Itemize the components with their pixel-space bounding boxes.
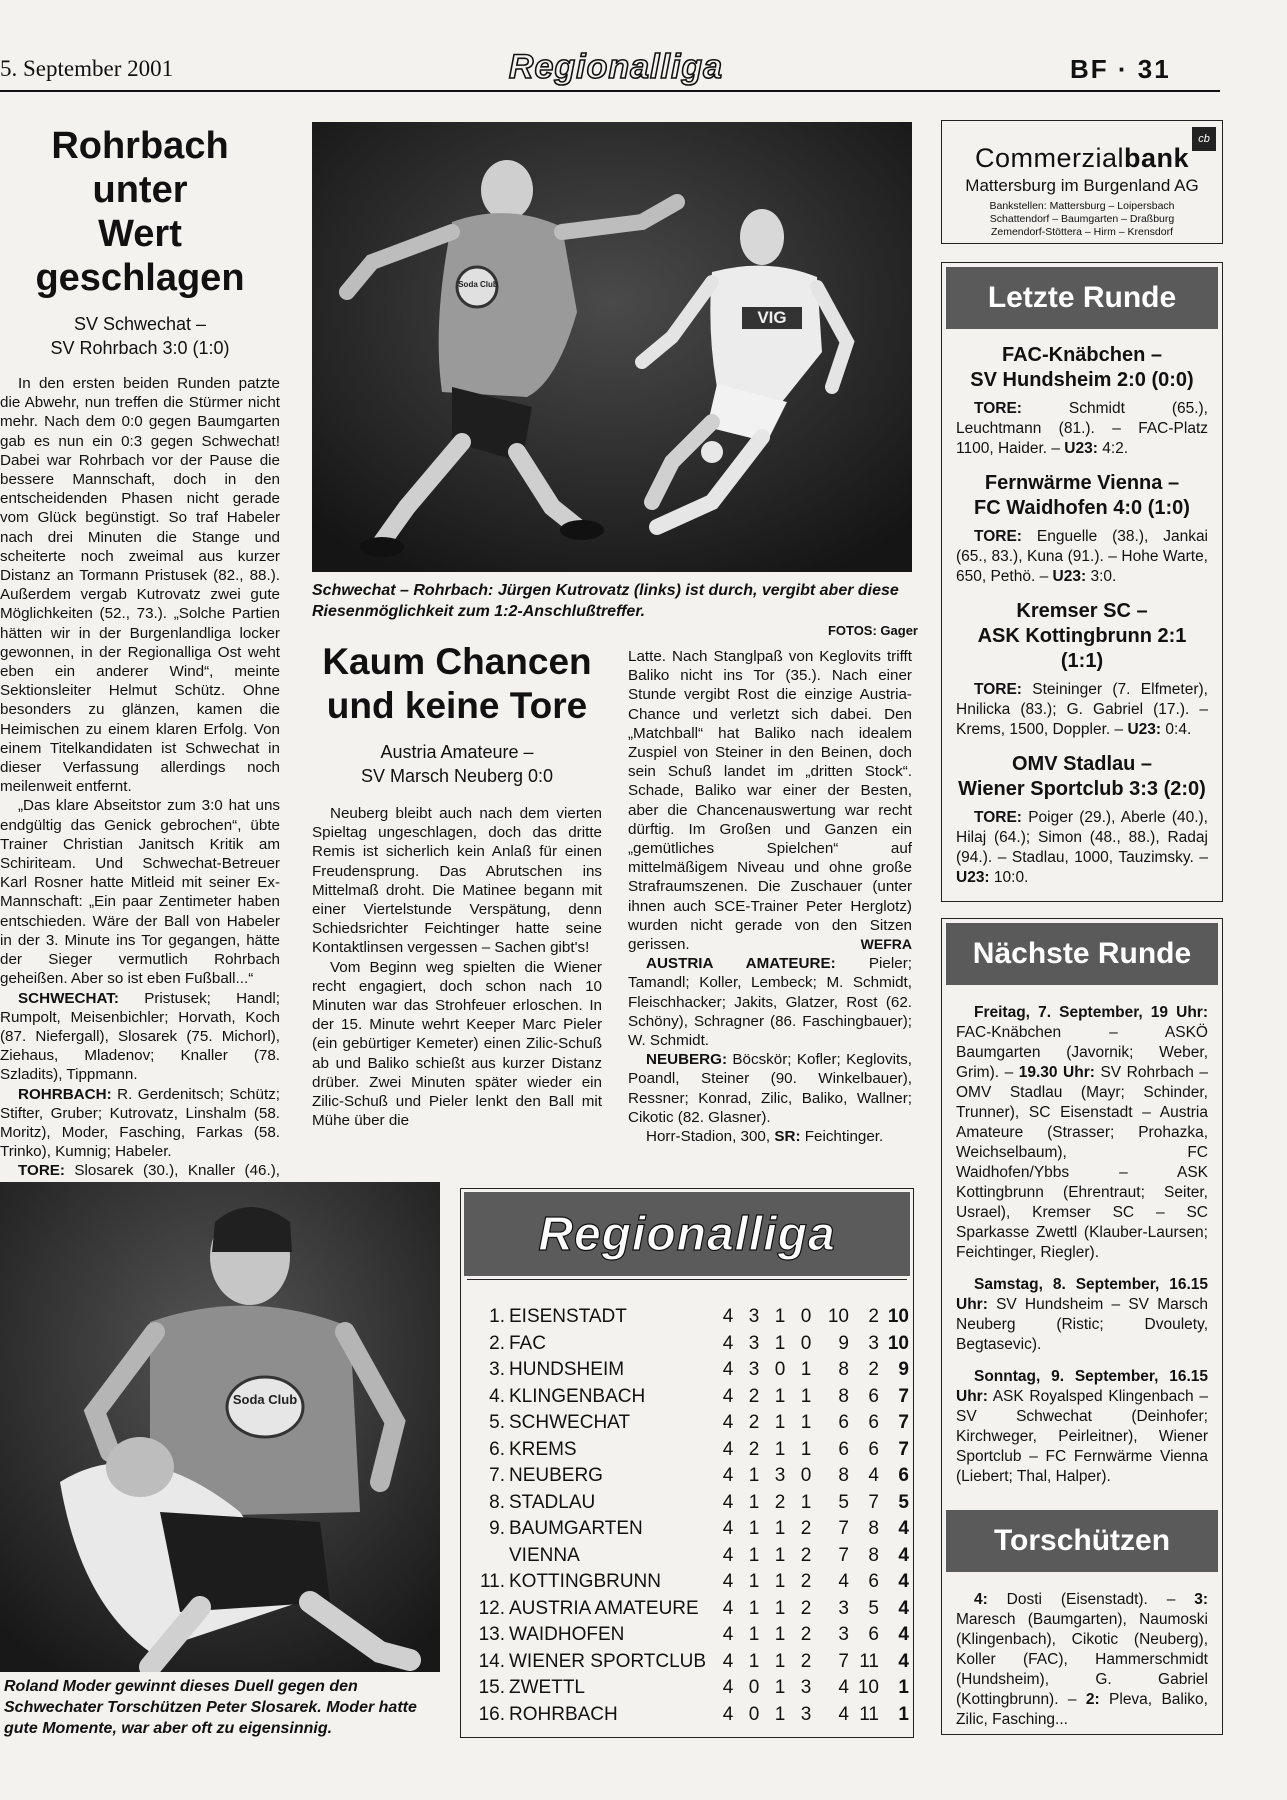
standings-points: 6 bbox=[898, 1465, 909, 1487]
standings-goals-for: 6 bbox=[838, 1412, 849, 1434]
second-headline-line-2: und keine Tore bbox=[326, 685, 588, 726]
standings-played: 4 bbox=[722, 1306, 734, 1328]
main-match-result bbox=[0, 312, 280, 360]
standings-team: FAC bbox=[509, 1332, 546, 1354]
standings-goals-against: 2 bbox=[868, 1306, 879, 1328]
standings-row bbox=[471, 1304, 909, 1331]
result-details: TORE: Steininger (7. Elfmeter), Hnilicka (83.); G. Gabriel (17.). – Krems, 1500, Doppler. – U23: 0:4. bbox=[956, 681, 1208, 738]
standings-team: WAIDHOFEN bbox=[509, 1624, 625, 1646]
standings-row bbox=[471, 1543, 909, 1570]
result-title: Kremser SC – ASK Kottingbrunn 2:1 (1:1) bbox=[977, 600, 1187, 672]
standings-wins: 1 bbox=[748, 1544, 760, 1566]
standings-wins: 1 bbox=[748, 1518, 760, 1540]
standings-draws: 1 bbox=[774, 1544, 786, 1566]
standings-goals-against: 6 bbox=[868, 1438, 879, 1460]
main-article bbox=[0, 124, 280, 1219]
standings-points: 4 bbox=[898, 1597, 909, 1619]
section-title: Regionalliga bbox=[508, 48, 724, 86]
result-game bbox=[956, 343, 1208, 459]
photo-moder bbox=[0, 1182, 440, 1672]
standings-pos: 14. bbox=[478, 1650, 505, 1672]
main-headline-line-2: Wert geschlagen bbox=[35, 213, 245, 299]
standings-points: 4 bbox=[898, 1571, 909, 1593]
naechste-runde-saturday: Samstag, 8. September, 16.15 Uhr: SV Hundsheim – SV Marsch Neuberg (Ristic; Dvoulety, Begtasevic). bbox=[956, 1276, 1209, 1353]
photo-moder-caption: Roland Moder gewinnt dieses Duell gegen den Schwechater Torschützen Peter Slosarek. Moder hatte gute Momente, war aber oft zu eigensinnig. bbox=[4, 1678, 417, 1737]
standings-goals-for: 9 bbox=[838, 1332, 849, 1354]
standings-draws: 1 bbox=[774, 1597, 786, 1619]
standings-losses: 2 bbox=[800, 1518, 812, 1540]
standings-goals-for: 8 bbox=[838, 1359, 849, 1381]
second-paragraph-1: Neuberg bleibt auch nach dem vierten Spieltag ungeschlagen, doch das dritte Remis ist sicherlich kein Anlaß für einen Freudensprung. Das Abrutschen ins Mittelmaß droht. Die Matinee begann mit einer Viertelstunde Verspätung, denn Schiedsrichter Feichtinger hatte seine Kontaktlinsen vergessen – Sachen gibt's! bbox=[312, 805, 602, 957]
standings-team: KREMS bbox=[509, 1438, 577, 1460]
result-details: TORE: Schmidt (65.), Leuchtmann (81.). – FAC-Platz 1100, Haider. – U23: 4:2. bbox=[956, 400, 1208, 457]
standings-losses: 1 bbox=[800, 1412, 812, 1434]
standings-draws: 1 bbox=[774, 1412, 786, 1434]
standings-team: BAUMGARTEN bbox=[509, 1518, 643, 1540]
second-headline bbox=[312, 640, 602, 728]
standings-played: 4 bbox=[722, 1438, 734, 1460]
standings-pos: 16. bbox=[478, 1703, 505, 1725]
standings-points: 4 bbox=[898, 1650, 909, 1672]
standings-wins: 2 bbox=[748, 1385, 760, 1407]
standings-goals-against: 2 bbox=[868, 1359, 879, 1381]
standings-goals-for: 3 bbox=[838, 1597, 849, 1619]
bank-logo-icon: cb bbox=[1192, 127, 1216, 151]
standings-played: 4 bbox=[722, 1518, 734, 1540]
standings-team: WIENER SPORTCLUB bbox=[509, 1650, 707, 1672]
jersey-text-left: Soda Club bbox=[458, 280, 498, 289]
standings-points: 1 bbox=[898, 1677, 909, 1699]
standings-goals-against: 7 bbox=[868, 1491, 879, 1513]
main-headline bbox=[0, 124, 280, 300]
standings-points: 4 bbox=[898, 1624, 909, 1646]
standings-points: 4 bbox=[898, 1544, 909, 1566]
standings-played: 4 bbox=[722, 1412, 734, 1434]
standings-pos: 6. bbox=[489, 1438, 505, 1460]
standings-losses: 2 bbox=[800, 1624, 812, 1646]
second-article-col2 bbox=[628, 647, 912, 1146]
standings-draws: 1 bbox=[774, 1518, 786, 1540]
issue-date: 5. September 2001 bbox=[0, 56, 174, 81]
standings-points: 7 bbox=[898, 1385, 909, 1407]
standings-draws: 1 bbox=[774, 1385, 786, 1407]
standings-draws: 1 bbox=[774, 1571, 786, 1593]
standings-played: 4 bbox=[722, 1650, 734, 1672]
ad-commerzialbank bbox=[941, 120, 1223, 244]
standings-pos: 4. bbox=[489, 1385, 505, 1407]
standings-header bbox=[461, 1189, 913, 1279]
bank-subtitle: Mattersburg im Burgenland AG bbox=[965, 176, 1199, 195]
standings-goals-against: 5 bbox=[868, 1597, 879, 1619]
standings-goals-against: 6 bbox=[868, 1571, 879, 1593]
standings-goals-for: 10 bbox=[827, 1306, 849, 1328]
standings-pos: 8. bbox=[489, 1491, 505, 1513]
standings-wins: 2 bbox=[748, 1412, 760, 1434]
naechste-runde-friday: Freitag, 7. September, 19 Uhr: FAC-Knäbchen – ASKÖ Baumgarten (Javornik; Weber, Grim). – 19.30 Uhr: SV Rohrbach – OMV Stadlau (Mayr; Schinder, Trunner), SC Eisenstadt – Austria Amateure (Strasser; Prohazka, Weichselbaum), FC Waidhofen/Ybbs – ASK Kottingbrunn (Ehrentraut; Seiter, Usrael), Kremser SC – SC Sparkasse Zwettl (Klauber-Laursen; Feichtinger, Riegler). bbox=[956, 1004, 1208, 1261]
result-game bbox=[956, 599, 1208, 740]
standings-played: 4 bbox=[722, 1385, 734, 1407]
standings-goals-against: 6 bbox=[868, 1412, 879, 1434]
photo-kutrovatz-image bbox=[312, 122, 912, 572]
standings-row bbox=[471, 1331, 909, 1358]
standings-losses: 2 bbox=[800, 1544, 812, 1566]
second-match-line-1: Austria Amateure – bbox=[380, 742, 534, 762]
standings-pos: 3. bbox=[489, 1359, 505, 1381]
result-details: TORE: Poiger (29.), Aberle (40.), Hilaj (64.); Simon (48., 88.), Radaj (94.). – Stadlau, 1000, Tauzimsky. – U23: 10:0. bbox=[956, 809, 1208, 886]
header-rule bbox=[0, 90, 1220, 92]
standings-played: 4 bbox=[722, 1359, 734, 1381]
standings-draws: 1 bbox=[774, 1332, 786, 1354]
standings-draws: 1 bbox=[774, 1306, 786, 1328]
standings-losses: 2 bbox=[800, 1650, 812, 1672]
standings-losses: 1 bbox=[800, 1359, 812, 1381]
standings-row bbox=[471, 1569, 909, 1596]
standings-row bbox=[471, 1463, 909, 1490]
standings-row bbox=[471, 1649, 909, 1676]
standings-draws: 1 bbox=[774, 1624, 786, 1646]
standings-goals-against: 10 bbox=[857, 1677, 879, 1699]
torschuetzen-header: Torschützen bbox=[946, 1510, 1218, 1572]
standings-goals-for: 8 bbox=[838, 1465, 849, 1487]
main-goals: TORE: Slosarek (30.), Knaller (46.), bbox=[18, 1162, 280, 1180]
standings-row bbox=[471, 1596, 909, 1623]
standings-row bbox=[471, 1675, 909, 1702]
standings-row bbox=[471, 1384, 909, 1411]
standings-points: 10 bbox=[887, 1332, 909, 1354]
result-details: TORE: Enguelle (38.), Jankai (65., 83.), Kuna (91.). – Hohe Warte, 650, Pethö. – U23: 3:0. bbox=[956, 528, 1209, 585]
photo-credit: FOTOS: Gager bbox=[827, 623, 918, 638]
result-game bbox=[956, 752, 1208, 888]
standings-team: ROHRBACH bbox=[509, 1703, 618, 1725]
second-match-result bbox=[312, 740, 602, 788]
main-match-line-1: SV Schwechat – bbox=[73, 314, 207, 334]
standings-wins: 1 bbox=[748, 1571, 760, 1593]
standings-team: NEUBERG bbox=[509, 1465, 603, 1487]
standings-row bbox=[471, 1516, 909, 1543]
standings-losses: 0 bbox=[800, 1332, 812, 1354]
standings-points: 1 bbox=[898, 1703, 909, 1725]
second-headline-line-1: Kaum Chancen bbox=[322, 641, 592, 682]
standings-goals-against: 6 bbox=[868, 1624, 879, 1646]
standings-team: AUSTRIA AMATEURE bbox=[509, 1597, 699, 1619]
standings-row bbox=[471, 1410, 909, 1437]
standings-losses: 3 bbox=[800, 1703, 812, 1725]
standings-team: HUNDSHEIM bbox=[509, 1359, 625, 1381]
standings-draws: 1 bbox=[774, 1438, 786, 1460]
standings-points: 10 bbox=[887, 1306, 909, 1328]
standings-pos: 13. bbox=[478, 1624, 505, 1646]
standings-goals-for: 7 bbox=[838, 1518, 849, 1540]
standings-wins: 1 bbox=[748, 1491, 760, 1513]
standings-pos: 2. bbox=[489, 1332, 505, 1354]
standings-goals-for: 5 bbox=[838, 1491, 849, 1513]
bank-branches: Bankstellen: Mattersburg – Loipersbach Schattendorf – Baumgarten – Draßburg Zemendorf-Stöttera – Hirm – Krensdorf bbox=[989, 200, 1175, 238]
standings-wins: 1 bbox=[748, 1597, 760, 1619]
standings-played: 4 bbox=[722, 1465, 734, 1487]
standings-pos bbox=[471, 1543, 505, 1570]
standings-losses: 1 bbox=[800, 1385, 812, 1407]
torschuetzen-list: 4: Dosti (Eisenstadt). – 3: Maresch (Baumgarten), Naumoski (Klingenbach), Cikotic (Neuberg), Koller (FAC), Hammerschmidt (Hundsheim), G. Gabriel (Kottingbrunn). – 2: Pleva, Baliko, Zilic, Fasching... bbox=[956, 1591, 1209, 1728]
bank-name: Commerzialbank bbox=[974, 143, 1190, 173]
letzte-runde-header: Letzte Runde bbox=[946, 267, 1218, 329]
standings-wins: 1 bbox=[748, 1465, 760, 1487]
standings-losses: 3 bbox=[800, 1677, 812, 1699]
standings-points: 4 bbox=[898, 1518, 909, 1540]
standings-goals-for: 4 bbox=[838, 1703, 849, 1725]
standings-losses: 2 bbox=[800, 1597, 812, 1619]
standings-team: SCHWECHAT bbox=[509, 1412, 631, 1434]
standings-goals-against: 4 bbox=[868, 1465, 879, 1487]
standings-goals-for: 4 bbox=[838, 1571, 849, 1593]
standings-pos: 1. bbox=[489, 1306, 505, 1328]
standings-goals-against: 6 bbox=[868, 1385, 879, 1407]
standings-wins: 3 bbox=[748, 1332, 760, 1354]
standings-goals-for: 7 bbox=[838, 1544, 849, 1566]
result-title: Fernwärme Vienna – FC Waidhofen 4:0 (1:0) bbox=[974, 472, 1190, 519]
main-paragraph-2: „Das klare Abseitstor zum 3:0 hat uns endgültig das Genick gebrochen“, übte Trainer Christian Janitsch Kritik am Schiriteam. Und Schwechat-Betreuer Karl Rosner hatte Mitleid mit seiner Ex-Mannschaft: „Ein paar Zentimeter haben entschieden. Wäre der Ball von Habeler in der 3. Minute ins Tor gegangen, hätte der Sieger vermutlich Rohrbach geheißen. Aber so ist eben Fußball...“ bbox=[0, 797, 280, 988]
result-title: FAC-Knäbchen – SV Hundsheim 2:0 (0:0) bbox=[970, 344, 1194, 391]
standings-goals-against: 11 bbox=[859, 1650, 879, 1672]
main-paragraph-1: In den ersten beiden Runden patzte die Abwehr, nun treffen die Stürmer nicht mehr. Nach dem 0:0 gegen Baumgarten gab es nun ein 0:3 gegen Schwechat! Dabei war Rohrbach vor der Pause die bessere Mannschaft, doch in den entscheidenden Phasen nicht gerade vom Glück begünstigt. So traf Habeler nach drei Minuten die Stange und scheiterte noch zweimal aus kurzer Distanz an Tormann Pristusek (82., 88.). Außerdem vergab Kutrovatz zwei gute Möglichkeiten (52., 73.). „Solche Partien hätten wir in der Burgenlandliga locker gewonnen, in der Regionalliga Ost weht eben ein anderer Wind“, meinte Sektionsleiter Helmut Schütz. Ohne besonders zu glänzen, kamen die Heimischen zu einem klaren Erfolg. Von einem Titelkandidaten ist Schwechat in dieser Verfassung allerdings noch meilenweit entfernt. bbox=[0, 375, 280, 796]
naechste-runde-box bbox=[941, 918, 1223, 1498]
standings-row bbox=[471, 1490, 909, 1517]
standings-draws: 1 bbox=[774, 1703, 786, 1725]
second-lineup-austria: AUSTRIA AMATEURE: Pieler; Tamandl; Koller, Lembeck; M. Schmidt, Fleischhacker; Jakits, Glatzer, Rost (62. Schöny), Schragner (86. Faschingbauer); W. Schmidt. bbox=[628, 955, 912, 1050]
standings-box bbox=[460, 1188, 914, 1738]
standings-row bbox=[471, 1622, 909, 1649]
standings-played: 4 bbox=[722, 1677, 734, 1699]
standings-draws: 3 bbox=[774, 1465, 786, 1487]
standings-row bbox=[471, 1357, 909, 1384]
standings-goals-against: 8 bbox=[868, 1518, 879, 1540]
standings-pos: 11. bbox=[479, 1571, 505, 1593]
standings-title: Regionalliga bbox=[538, 1207, 836, 1261]
main-headline-line-1: Rohrbach unter bbox=[51, 125, 229, 211]
standings-played: 4 bbox=[722, 1491, 734, 1513]
standings-team: ZWETTL bbox=[509, 1677, 585, 1699]
standings-team: STADLAU bbox=[509, 1491, 596, 1513]
standings-draws: 1 bbox=[774, 1650, 786, 1672]
standings-wins: 1 bbox=[748, 1650, 760, 1672]
standings-points: 7 bbox=[898, 1438, 909, 1460]
standings-played: 4 bbox=[722, 1571, 734, 1593]
standings-table bbox=[471, 1304, 909, 1728]
caption-text: Schwechat – Rohrbach: Jürgen Kutrovatz (links) ist durch, vergibt aber diese Riesenmöglichkeit zum 1:2-Anschlußtreffer. bbox=[312, 582, 899, 620]
standings-draws: 0 bbox=[774, 1359, 786, 1381]
standings-played: 4 bbox=[722, 1597, 734, 1619]
main-match-line-2: SV Rohrbach 3:0 (1:0) bbox=[50, 338, 230, 358]
standings-losses: 1 bbox=[800, 1438, 812, 1460]
standings-losses: 0 bbox=[800, 1465, 812, 1487]
standings-pos: 12. bbox=[478, 1597, 505, 1619]
standings-row bbox=[471, 1437, 909, 1464]
standings-row bbox=[471, 1702, 909, 1729]
jersey-text-bottom: Soda Club bbox=[232, 1392, 298, 1407]
page-number: BF · 31 bbox=[1070, 54, 1171, 84]
standings-pos: 15. bbox=[478, 1677, 505, 1699]
standings-losses: 0 bbox=[800, 1306, 812, 1328]
standings-goals-for: 4 bbox=[838, 1677, 849, 1699]
naechste-runde-sunday: Sonntag, 9. September, 16.15 Uhr: ASK Royalsped Klingenbach – SV Schwechat (Deinhofer; Kirchweger, Peirleitner), Wiener Sportclub – FC Fernwärme Vienna (Liebert; Thal, Halper). bbox=[956, 1368, 1208, 1485]
standings-wins: 0 bbox=[748, 1703, 760, 1725]
standings-team: VIENNA bbox=[509, 1544, 580, 1566]
standings-wins: 1 bbox=[748, 1624, 760, 1646]
torschuetzen-box bbox=[941, 1496, 1223, 1735]
main-lineup-rohrbach: ROHRBACH: R. Gerdenitsch; Schütz; Stifter, Gruber; Kutrovatz, Linshalm (58. Moritz), Moder, Fasching, Farkas (58. Trinko), Kumnig; Habeler. bbox=[0, 1085, 280, 1161]
standings-draws: 2 bbox=[774, 1491, 786, 1513]
standings-played: 4 bbox=[722, 1332, 734, 1354]
letzte-runde-box bbox=[941, 262, 1223, 902]
second-match-line-2: SV Marsch Neuberg 0:0 bbox=[360, 766, 554, 786]
result-title: OMV Stadlau – Wiener Sportclub 3:3 (2:0) bbox=[958, 753, 1206, 800]
standings-losses: 1 bbox=[800, 1491, 812, 1513]
standings-team: EISENSTADT bbox=[509, 1306, 627, 1328]
photo-moder-image bbox=[0, 1182, 440, 1672]
standings-played: 4 bbox=[722, 1624, 734, 1646]
standings-points: 7 bbox=[898, 1412, 909, 1434]
standings-wins: 3 bbox=[748, 1359, 760, 1381]
standings-losses: 2 bbox=[800, 1571, 812, 1593]
standings-draws: 1 bbox=[774, 1677, 786, 1699]
result-game bbox=[956, 471, 1208, 587]
main-lineup-schwechat: SCHWECHAT: Pristusek; Handl; Rumpolt, Meisenbichler; Horvath, Koch (87. Niefergall), Slosarek (75. Michorl), Ziehaus, Mladenov; Knaller (78. Szladits), Tippmann. bbox=[0, 989, 280, 1084]
standings-wins: 2 bbox=[748, 1438, 760, 1460]
standings-goals-against: 8 bbox=[868, 1544, 879, 1566]
standings-pos: 5. bbox=[489, 1412, 505, 1434]
photo-kutrovatz-caption bbox=[312, 580, 918, 638]
standings-goals-for: 6 bbox=[838, 1438, 849, 1460]
standings-wins: 3 bbox=[748, 1306, 760, 1328]
second-paragraph-3: Latte. Nach Stanglpaß von Keglovits trifft Baliko nicht ins Tor (35.). Nach einer Stunde vergibt Rost die einzige Austria-Chance und verletzt sich dabei. Den „Matchball“ hat Baliko nach idealem Zuspiel von Steiner in den Beinen, doch sein Schuß landet im „dritten Stock“. Schade, Baliko war einer der Besten, aber die Chancenauswertung war recht dürftig. Im Großen und Ganzen ein „gemütliches Spielchen“ auf mittelmäßigem Niveau und ohne große Strafraumszenen. Die Zuschauer (unter ihnen auch SCE-Trainer Peter Herglotz) wurden nicht gerade von den Sitzen gerissen. WEFRA bbox=[628, 648, 912, 954]
naechste-runde-header: Nächste Runde bbox=[946, 923, 1218, 985]
standings-goals-for: 3 bbox=[838, 1624, 849, 1646]
standings-played: 4 bbox=[722, 1544, 734, 1566]
second-paragraph-2: Vom Beginn weg spielten die Wiener recht engagiert, doch schon nach 10 Minuten war das Strohfeuer erloschen. In der 15. Minute wehrt Keeper Marc Pieler (ein gebürtiger Kemeter) einen Zilic-Schuß ab und Baliko schießt aus kurzer Distanz drüber. Zwei Minuten später wieder ein Zilic-Schuß und Pieler lenkt den Ball mit Mühe über die bbox=[312, 958, 602, 1130]
standings-goals-against: 3 bbox=[868, 1332, 879, 1354]
standings-goals-for: 7 bbox=[838, 1650, 849, 1672]
photo-kutrovatz bbox=[312, 122, 912, 572]
standings-wins: 0 bbox=[748, 1677, 760, 1699]
author-tag: WEFRA bbox=[860, 936, 912, 953]
standings-pos: 7. bbox=[489, 1465, 505, 1487]
standings-points: 9 bbox=[898, 1359, 909, 1381]
standings-team: KLINGENBACH bbox=[509, 1385, 646, 1407]
standings-pos: 9. bbox=[489, 1518, 505, 1540]
standings-team: KOTTINGBRUNN bbox=[509, 1571, 661, 1593]
standings-points: 5 bbox=[898, 1491, 909, 1513]
standings-goals-for: 8 bbox=[838, 1385, 849, 1407]
jersey-text-right: VIG bbox=[757, 308, 787, 327]
standings-goals-against: 11 bbox=[859, 1703, 879, 1725]
standings-played: 4 bbox=[722, 1703, 734, 1725]
second-article bbox=[312, 640, 602, 1130]
second-lineup-neuberg: NEUBERG: Böcskör; Kofler; Keglovits, Poandl, Steiner (90. Winkelbauer), Ressner; Konrad, Zilic, Baliko, Wallner; Cikotic (82. Glasner). bbox=[628, 1051, 912, 1126]
second-venue: Horr-Stadion, 300, SR: Feichtinger. bbox=[646, 1128, 884, 1146]
